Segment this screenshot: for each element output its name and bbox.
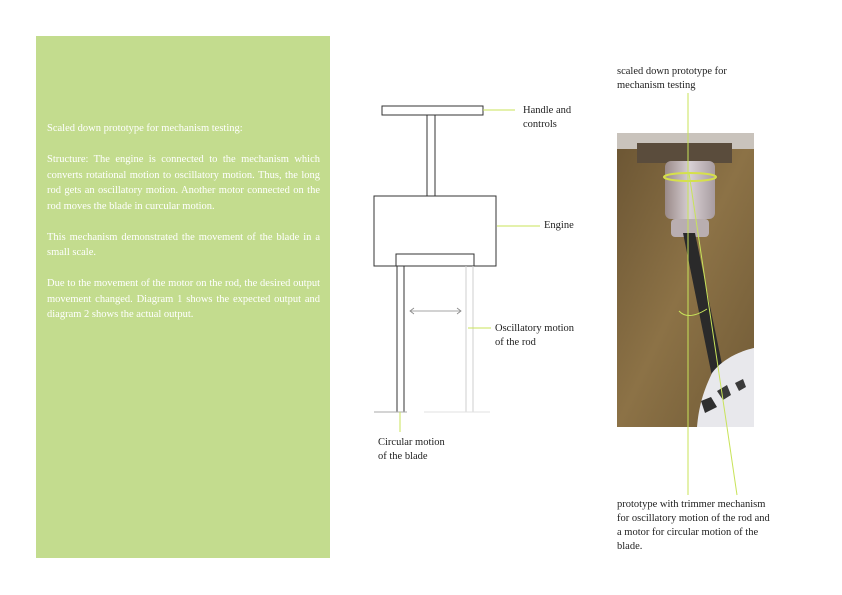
photo-bottom-leader-motor — [727, 427, 737, 495]
outcome-paragraph: Due to the movement of the motor on the rod, the desired output movement changed. Diagram 1 shows the expected output and diagram 2 shows the actual output. — [47, 278, 320, 320]
engine-label: Engine — [544, 220, 574, 231]
photo-top-caption: scaled down prototype for mechanism testing — [617, 66, 727, 91]
description-title: Scaled down prototype for mechanism testing: — [47, 123, 243, 134]
demonstration-paragraph: This mechanism demonstrated the movement of the blade in a small scale. — [47, 231, 320, 258]
handle-label: Handle and controls — [523, 105, 572, 130]
photo-bottom-caption: prototype with trimmer mechanism for oscillatory motion of the rod and a motor for circular motion of the blade. — [617, 499, 770, 552]
structure-paragraph: Structure: The engine is connected to the mechanism which converts rotational motion to oscillatory motion. Thus, the long rod gets an oscillatory motion. Another motor connected on the rod moves the blade in curcular motion. — [47, 154, 320, 212]
rod-label: Oscillatory motion of the rod — [495, 323, 575, 348]
blade-label: Circular motion of the blade — [378, 437, 445, 462]
